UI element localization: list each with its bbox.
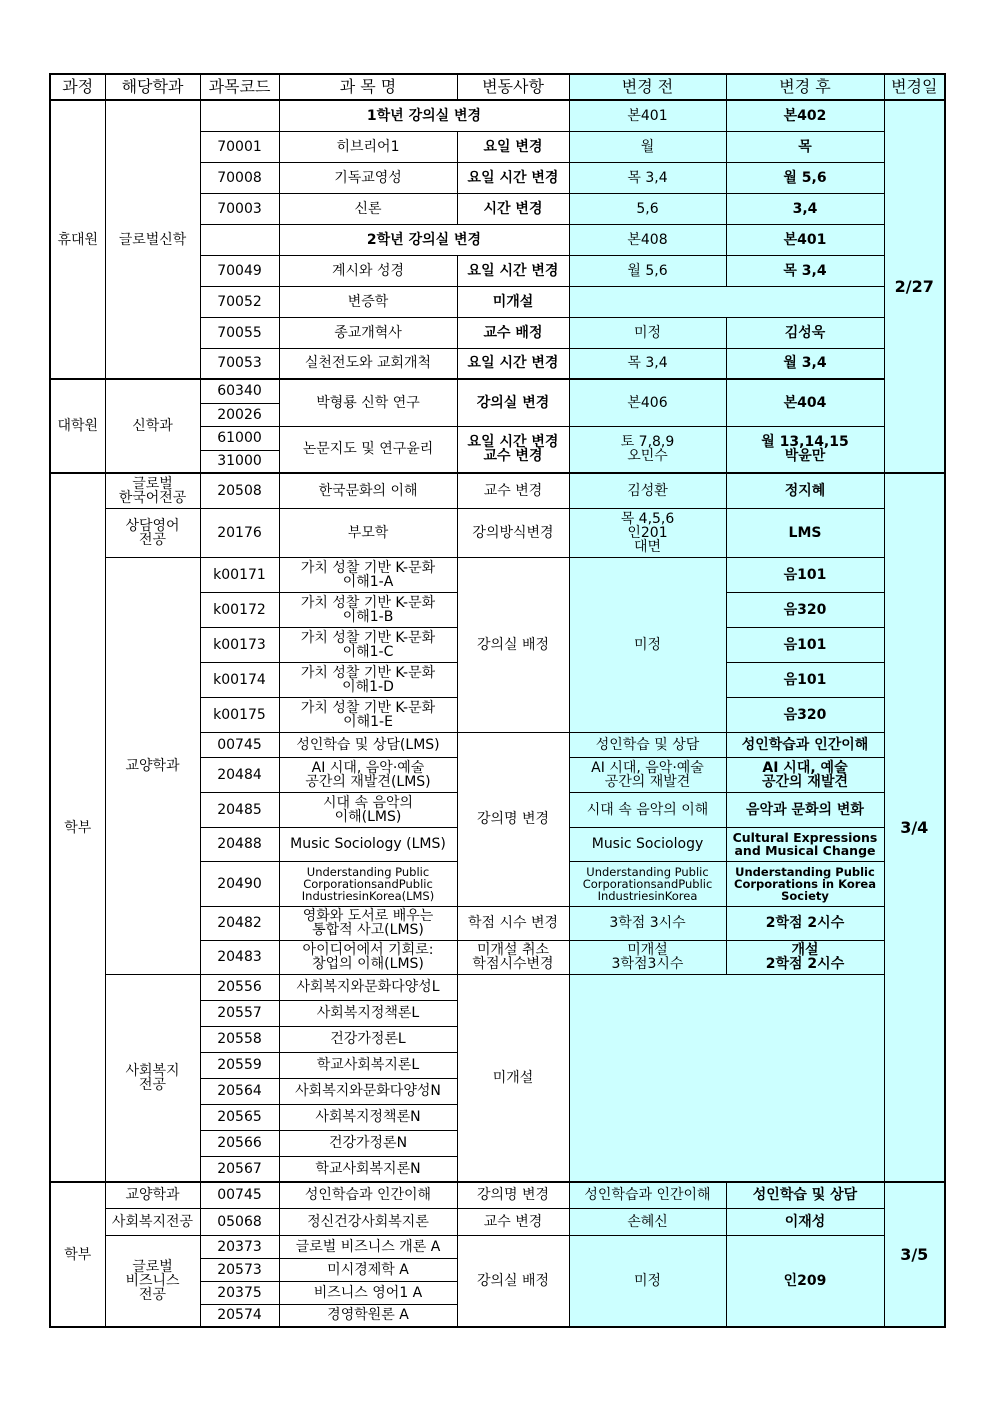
code-cell: 70049 — [200, 255, 279, 286]
before-cell: 본408 — [569, 224, 726, 255]
before-cell: 미정 — [569, 1235, 726, 1327]
header-change: 변동사항 — [457, 74, 569, 100]
code-cell: 70053 — [200, 348, 279, 379]
dept-cell: 글로벌 비즈니스 전공 — [105, 1235, 200, 1327]
change-cell: 교수 배정 — [457, 317, 569, 348]
dept-cell: 신학과 — [105, 379, 200, 473]
before-cell: 목 4,5,6 인201 대면 — [569, 508, 726, 557]
change-cell: 강의실 배정 — [457, 557, 569, 732]
course-cell: 학부 — [50, 1182, 105, 1327]
subject-cell: AI 시대, 음악·예술 공간의 재발견(LMS) — [279, 757, 457, 792]
code-cell: 20482 — [200, 906, 279, 940]
code-cell: 20375 — [200, 1281, 279, 1304]
after-cell: 음101 — [726, 557, 884, 592]
header-after: 변경 후 — [726, 74, 884, 100]
subject-cell: 종교개혁사 — [279, 317, 457, 348]
code-cell: 20176 — [200, 508, 279, 557]
dept-cell: 글로벌신학 — [105, 100, 200, 379]
change-cell: 강의방식변경 — [457, 508, 569, 557]
code-cell: 20558 — [200, 1026, 279, 1052]
code-cell: 20566 — [200, 1130, 279, 1156]
code-cell — [200, 224, 279, 255]
code-cell: 00745 — [200, 732, 279, 757]
subject-cell: 아이디어에서 기회로: 창업의 이해(LMS) — [279, 940, 457, 974]
subject-cell: 학교사회복지론N — [279, 1156, 457, 1182]
code-cell: 20488 — [200, 827, 279, 861]
subject-cell: 성인학습과 인간이해 — [279, 1182, 457, 1208]
table-row — [50, 473, 945, 508]
after-cell: 목 3,4 — [726, 255, 884, 286]
dept-cell: 교양학과 — [105, 1182, 200, 1208]
header-course: 과정 — [50, 74, 105, 100]
subject-cell: 영화와 도서로 배우는 통합적 사고(LMS) — [279, 906, 457, 940]
subject-cell: 글로벌 비즈니스 개론 A — [279, 1235, 457, 1258]
header-date: 변경일 — [884, 74, 945, 100]
dept-cell: 사회복지 전공 — [105, 974, 200, 1182]
code-cell: 70008 — [200, 162, 279, 193]
change-cell: 요일 시간 변경 — [457, 255, 569, 286]
code-cell: 20573 — [200, 1258, 279, 1281]
course-cell: 학부 — [50, 473, 105, 1182]
code-cell: 20484 — [200, 757, 279, 792]
change-cell: 요일 시간 변경 — [457, 348, 569, 379]
table-row — [50, 508, 945, 557]
change-cell: 교수 변경 — [457, 473, 569, 508]
subject-cell: 성인학습 및 상담(LMS) — [279, 732, 457, 757]
before-cell: 김성환 — [569, 473, 726, 508]
code-cell: k00173 — [200, 627, 279, 662]
date-cell: 3/5 — [884, 1182, 945, 1327]
code-cell: 20485 — [200, 792, 279, 827]
table-row — [50, 974, 945, 1000]
subject-cell: 사회복지정책론N — [279, 1104, 457, 1130]
code-cell: 20026 — [200, 403, 279, 426]
subject-cell: 기독교영성 — [279, 162, 457, 193]
change-cell: 요일 시간 변경 — [457, 162, 569, 193]
after-cell: LMS — [726, 508, 884, 557]
subject-cell: 히브리어1 — [279, 131, 457, 162]
after-cell: 월 3,4 — [726, 348, 884, 379]
subject-cell: 건강가정론L — [279, 1026, 457, 1052]
code-cell: 20373 — [200, 1235, 279, 1258]
before-cell: 미정 — [569, 317, 726, 348]
after-cell: 김성욱 — [726, 317, 884, 348]
header-subject: 과 목 명 — [279, 74, 457, 100]
after-cell: 음악과 문화의 변화 — [726, 792, 884, 827]
after-cell: Cultural Expressions and Musical Change — [726, 827, 884, 861]
subject-cell: 비즈니스 영어1 A — [279, 1281, 457, 1304]
change-cell: 요일 변경 — [457, 131, 569, 162]
subject-cell: 가치 성찰 기반 K-문화 이해1-C — [279, 627, 457, 662]
dept-cell: 글로벌 한국어전공 — [105, 473, 200, 508]
before-cell: 목 3,4 — [569, 348, 726, 379]
before-cell: 토 7,8,9 오민수 — [569, 426, 726, 473]
change-cell: 강의실 배정 — [457, 1235, 569, 1327]
before-cell: 시대 속 음악의 이해 — [569, 792, 726, 827]
before-cell: 성인학습 및 상담 — [569, 732, 726, 757]
before-cell: 본406 — [569, 379, 726, 426]
after-cell: 성인학습 및 상담 — [726, 1182, 884, 1208]
subject-cell: Understanding Public CorporationsandPublic IndustriesinKorea(LMS) — [279, 861, 457, 906]
code-cell: 20565 — [200, 1104, 279, 1130]
before-cell: 본401 — [569, 100, 726, 131]
code-cell: 20483 — [200, 940, 279, 974]
before-cell: 월 5,6 — [569, 255, 726, 286]
code-cell: 20564 — [200, 1078, 279, 1104]
change-cell: 강의명 변경 — [457, 1182, 569, 1208]
code-cell: k00174 — [200, 662, 279, 697]
code-cell: 20490 — [200, 861, 279, 906]
schedule-change-table — [49, 73, 946, 1328]
date-cell: 3/4 — [884, 473, 945, 1182]
table-row — [50, 1182, 945, 1208]
before-after-cell — [569, 974, 884, 1182]
course-cell: 휴대원 — [50, 100, 105, 379]
change-cell: 강의명 변경 — [457, 732, 569, 906]
change-cell: 학점 시수 변경 — [457, 906, 569, 940]
change-cell: 미개설 — [457, 974, 569, 1182]
subject-cell: 1학년 강의실 변경 — [279, 100, 569, 131]
table-row — [50, 379, 945, 403]
change-cell: 요일 시간 변경 교수 변경 — [457, 426, 569, 473]
code-cell: 20567 — [200, 1156, 279, 1182]
change-cell: 강의실 변경 — [457, 379, 569, 426]
subject-cell: 미시경제학 A — [279, 1258, 457, 1281]
table-row — [50, 1208, 945, 1235]
code-cell: 31000 — [200, 450, 279, 473]
before-cell: Understanding Public CorporationsandPublic IndustriesinKorea — [569, 861, 726, 906]
code-cell: k00175 — [200, 697, 279, 732]
code-cell: 60340 — [200, 379, 279, 403]
subject-cell: 학교사회복지론L — [279, 1052, 457, 1078]
before-cell: 미정 — [569, 557, 726, 732]
subject-cell: 박형룡 신학 연구 — [279, 379, 457, 426]
course-cell: 대학원 — [50, 379, 105, 473]
before-cell: 3학점 3시수 — [569, 906, 726, 940]
subject-cell: 가치 성찰 기반 K-문화 이해1-B — [279, 592, 457, 627]
before-cell: 미개설 3학점3시수 — [569, 940, 726, 974]
subject-cell: 건강가정론N — [279, 1130, 457, 1156]
subject-cell: 정신건강사회복지론 — [279, 1208, 457, 1235]
header-before: 변경 전 — [569, 74, 726, 100]
before-after-cell — [569, 286, 884, 317]
after-cell: 개설 2학점 2시수 — [726, 940, 884, 974]
subject-cell: Music Sociology (LMS) — [279, 827, 457, 861]
subject-cell: 논문지도 및 연구윤리 — [279, 426, 457, 473]
after-cell: 본404 — [726, 379, 884, 426]
after-cell: AI 시대, 예술 공간의 재발견 — [726, 757, 884, 792]
subject-cell: 사회복지와문화다양성N — [279, 1078, 457, 1104]
header-code: 과목코드 — [200, 74, 279, 100]
code-cell: 05068 — [200, 1208, 279, 1235]
subject-cell: 가치 성찰 기반 K-문화 이해1-E — [279, 697, 457, 732]
after-cell: 음101 — [726, 627, 884, 662]
subject-cell: 2학년 강의실 변경 — [279, 224, 569, 255]
before-cell: 목 3,4 — [569, 162, 726, 193]
subject-cell: 사회복지와문화다양성L — [279, 974, 457, 1000]
subject-cell: 실천전도와 교회개척 — [279, 348, 457, 379]
dept-cell: 교양학과 — [105, 557, 200, 974]
change-cell: 교수 변경 — [457, 1208, 569, 1235]
subject-cell: 신론 — [279, 193, 457, 224]
after-cell: 음320 — [726, 592, 884, 627]
after-cell: 2학점 2시수 — [726, 906, 884, 940]
subject-cell: 변증학 — [279, 286, 457, 317]
code-cell: k00171 — [200, 557, 279, 592]
header-row — [50, 74, 945, 100]
subject-cell: 한국문화의 이해 — [279, 473, 457, 508]
before-cell: 손혜신 — [569, 1208, 726, 1235]
code-cell: 20556 — [200, 974, 279, 1000]
dept-cell: 상담영어 전공 — [105, 508, 200, 557]
code-cell: 70052 — [200, 286, 279, 317]
after-cell: 성인학습과 인간이해 — [726, 732, 884, 757]
code-cell: 61000 — [200, 426, 279, 450]
code-cell: 20508 — [200, 473, 279, 508]
code-cell — [200, 100, 279, 131]
code-cell: 20574 — [200, 1304, 279, 1327]
subject-cell: 계시와 성경 — [279, 255, 457, 286]
dept-cell: 사회복지전공 — [105, 1208, 200, 1235]
code-cell: 70003 — [200, 193, 279, 224]
subject-cell: 시대 속 음악의 이해(LMS) — [279, 792, 457, 827]
after-cell: 인209 — [726, 1235, 884, 1327]
subject-cell: 가치 성찰 기반 K-문화 이해1-D — [279, 662, 457, 697]
table-row — [50, 557, 945, 592]
code-cell: k00172 — [200, 592, 279, 627]
after-cell: 음320 — [726, 697, 884, 732]
table-row — [50, 1235, 945, 1258]
after-cell: 3,4 — [726, 193, 884, 224]
change-cell: 미개설 — [457, 286, 569, 317]
code-cell: 20559 — [200, 1052, 279, 1078]
after-cell: 목 — [726, 131, 884, 162]
before-cell: Music Sociology — [569, 827, 726, 861]
after-cell: Understanding Public Corporations in Korea Society — [726, 861, 884, 906]
table-row — [50, 100, 945, 131]
after-cell: 본401 — [726, 224, 884, 255]
date-cell: 2/27 — [884, 100, 945, 473]
before-cell: 월 — [569, 131, 726, 162]
after-cell: 월 5,6 — [726, 162, 884, 193]
after-cell: 음101 — [726, 662, 884, 697]
before-cell: 5,6 — [569, 193, 726, 224]
code-cell: 70001 — [200, 131, 279, 162]
code-cell: 00745 — [200, 1182, 279, 1208]
after-cell: 정지혜 — [726, 473, 884, 508]
subject-cell: 부모학 — [279, 508, 457, 557]
before-cell: 성인학습과 인간이해 — [569, 1182, 726, 1208]
subject-cell: 경영학원론 A — [279, 1304, 457, 1327]
subject-cell: 가치 성찰 기반 K-문화 이해1-A — [279, 557, 457, 592]
code-cell: 70055 — [200, 317, 279, 348]
after-cell: 월 13,14,15 박윤만 — [726, 426, 884, 473]
change-cell: 시간 변경 — [457, 193, 569, 224]
after-cell: 본402 — [726, 100, 884, 131]
header-department: 해당학과 — [105, 74, 200, 100]
subject-cell: 사회복지정책론L — [279, 1000, 457, 1026]
before-cell: AI 시대, 음악·예술 공간의 재발견 — [569, 757, 726, 792]
after-cell: 이재성 — [726, 1208, 884, 1235]
change-cell: 미개설 취소 학점시수변경 — [457, 940, 569, 974]
code-cell: 20557 — [200, 1000, 279, 1026]
